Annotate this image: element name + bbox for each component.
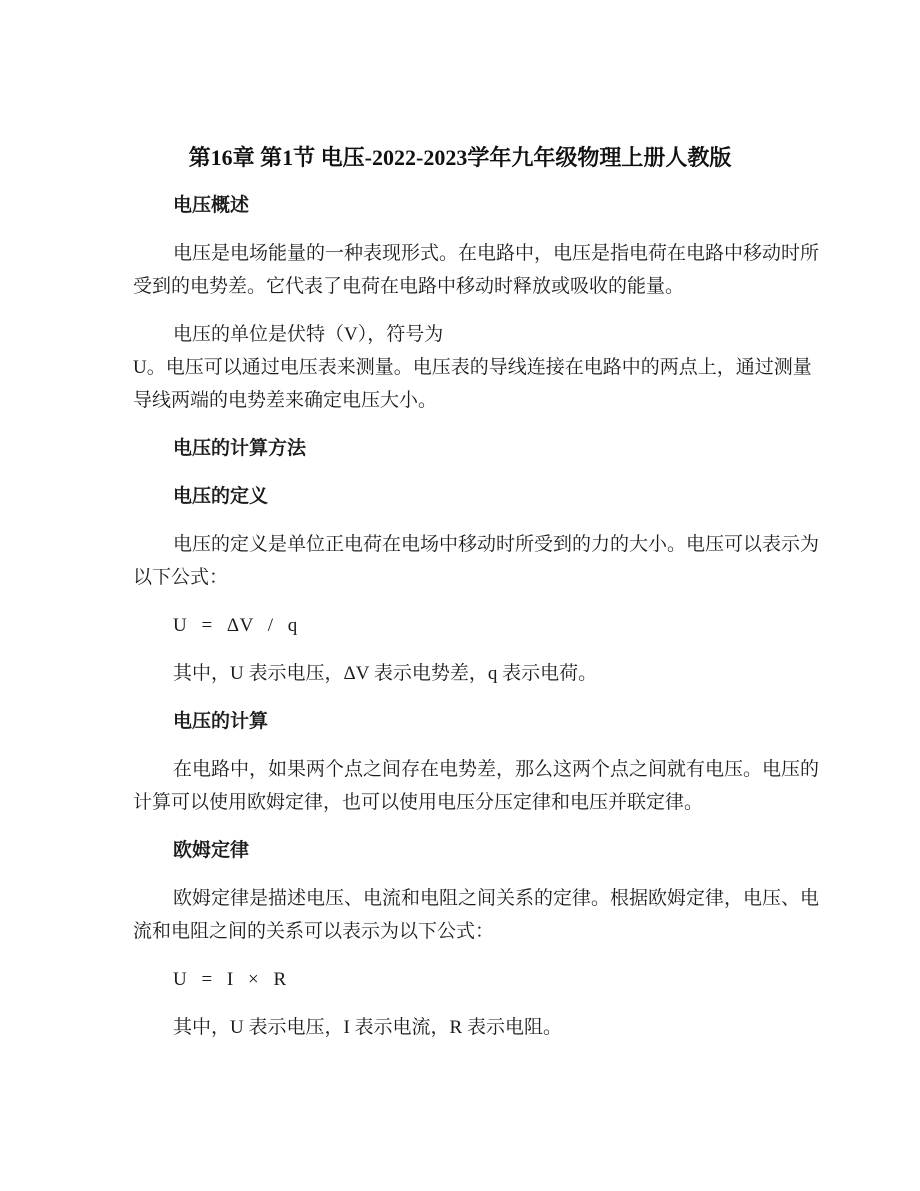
text-line: 其中，U 表示电压，ΔV 表示电势差，q 表示电荷。 — [173, 663, 598, 684]
text-line: 欧姆定律是描述电压、电流和电阻之间关系的定律。根据欧姆定律，电压、电 — [173, 888, 820, 909]
text-line: U。电压可以通过电压表来测量。电压表的导线连接在电路中的两点上，通过测量 — [133, 357, 812, 378]
section-heading: 欧姆定律 — [173, 840, 250, 861]
formula-line: U = I × R — [173, 969, 287, 990]
paragraph — [133, 1011, 807, 1044]
section-heading: 电压的计算方法 — [173, 438, 307, 459]
paragraph — [133, 237, 820, 303]
document-body — [133, 189, 820, 1044]
paragraph — [133, 882, 820, 948]
text-line: 在电路中，如果两个点之间存在电势差，那么这两个点之间就有电压。电压的 — [173, 759, 820, 780]
paragraph — [133, 318, 812, 417]
text-line: 导线两端的电势差来确定电压大小。 — [133, 390, 438, 411]
paragraph — [133, 657, 807, 690]
text-line: 电压的单位是伏特（V），符号为 — [173, 324, 444, 345]
document-title: 第16章 第1节 电压-2022-2023学年九年级物理上册人教版 — [188, 145, 732, 170]
text-line: 其中，U 表示电压，I 表示电流，R 表示电阻。 — [173, 1017, 562, 1038]
text-line: 电压是电场能量的一种表现形式。在电路中，电压是指电荷在电路中移动时所 — [173, 243, 820, 264]
text-line: 计算可以使用欧姆定律，也可以使用电压分压定律和电压并联定律。 — [133, 792, 704, 813]
paragraph — [133, 753, 820, 819]
text-line: 流和电阻之间的关系可以表示为以下公式： — [133, 921, 495, 942]
text-line: 受到的电势差。它代表了电荷在电路中移动时释放或吸收的能量。 — [133, 276, 685, 297]
text-line: 以下公式： — [133, 567, 229, 588]
formula-line: U = ΔV / q — [173, 615, 298, 636]
section-heading: 电压的定义 — [173, 486, 269, 507]
section-heading: 电压的计算 — [173, 711, 269, 732]
text-line: 电压的定义是单位正电荷在电场中移动时所受到的力的大小。电压可以表示为 — [173, 534, 820, 555]
section-heading: 电压概述 — [173, 195, 250, 216]
paragraph — [133, 528, 820, 594]
